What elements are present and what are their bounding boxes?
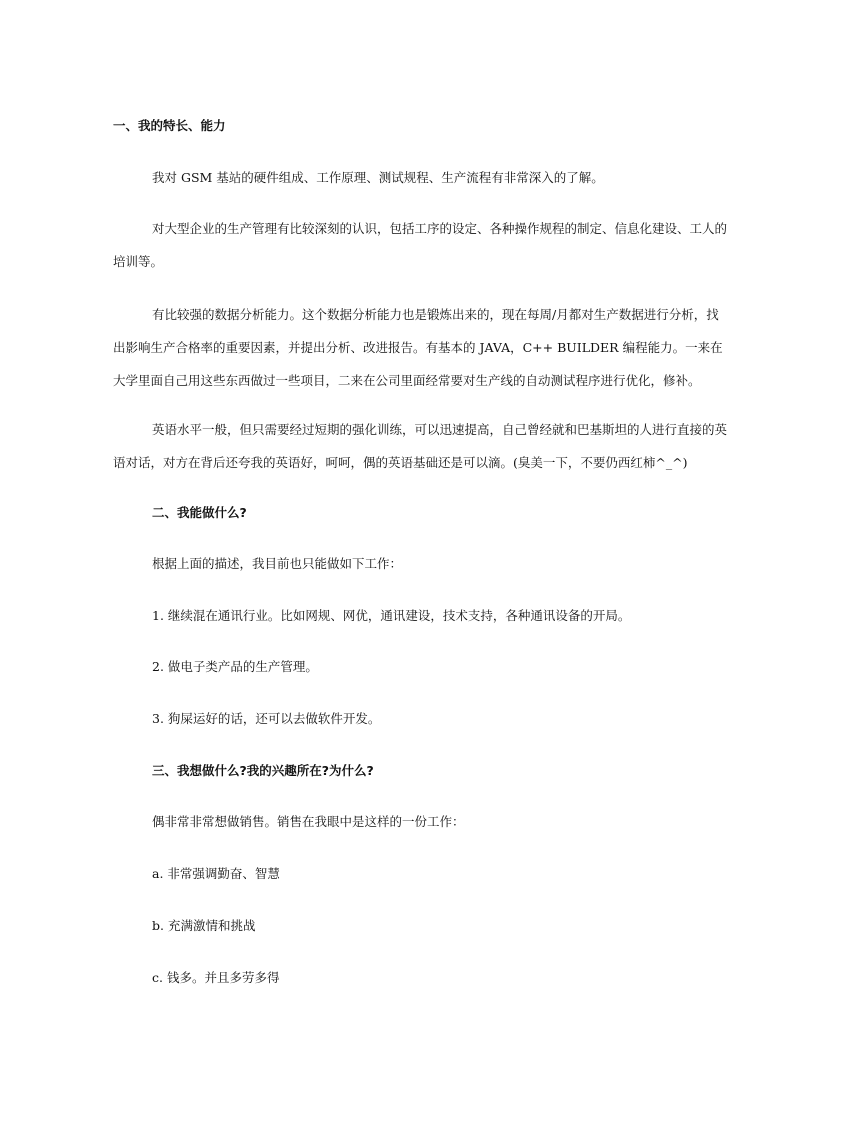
text-line: 语对话，对方在背后还夸我的英语好，呵呵，偶的英语基础还是可以滴。(臭美一下，不要仍西红柿^_^) (113, 455, 688, 470)
list-item-3: 3. 狗屎运好的话，还可以去做软件开发。 (152, 711, 381, 726)
heading-section-2: 二、我能做什么? (152, 505, 247, 520)
text-line: 有比较强的数据分析能力。这个数据分析能力也是锻炼出来的，现在每周/月都对生产数据进行分析，找 (152, 307, 719, 322)
paragraph-intro-work: 根据上面的描述，我目前也只能做如下工作： (152, 556, 403, 571)
text-line: 培训等。 (113, 254, 164, 269)
text-line: 出影响生产合格率的重要因素，并提出分析、改进报告。有基本的 JAVA，C++ BUILDER 编程能力。一来在 (113, 340, 723, 355)
list-item-1: 1. 继续混在通讯行业。比如网规、网优，通讯建设，技术支持，各种通讯设备的开局。 (152, 608, 631, 623)
list-item-c: c. 钱多。并且多劳多得 (152, 970, 280, 985)
paragraph-english (113, 420, 753, 486)
text-line: 对大型企业的生产管理有比较深刻的认识，包括工序的设定、各种操作规程的制定、信息化建设、工人的 (152, 221, 728, 236)
paragraph-management (113, 219, 753, 285)
text-line: 大学里面自己用这些东西做过一些项目，二来在公司里面经常要对生产线的自动测试程序进行优化，修补。 (113, 373, 701, 388)
heading-section-3: 三、我想做什么?我的兴趣所在?为什么? (152, 763, 374, 778)
paragraph-gsm (113, 168, 753, 201)
text-line: 我对 GSM 基站的硬件组成、工作原理、测试规程、生产流程有非常深入的了解。 (152, 170, 604, 185)
paragraph-data-analysis (113, 305, 753, 404)
list-item-2: 2. 做电子类产品的生产管理。 (152, 659, 318, 674)
list-item-b: b. 充满激情和挑战 (152, 918, 256, 933)
list-item-a: a. 非常强调勤奋、智慧 (152, 866, 280, 881)
heading-section-1: 一、我的特长、能力 (113, 118, 226, 133)
paragraph-sales: 偶非常非常想做销售。销售在我眼中是这样的一份工作： (152, 814, 465, 829)
text-line: 英语水平一般，但只需要经过短期的强化训练，可以迅速提高，自己曾经就和巴基斯坦的人进行直接的英 (152, 422, 728, 437)
